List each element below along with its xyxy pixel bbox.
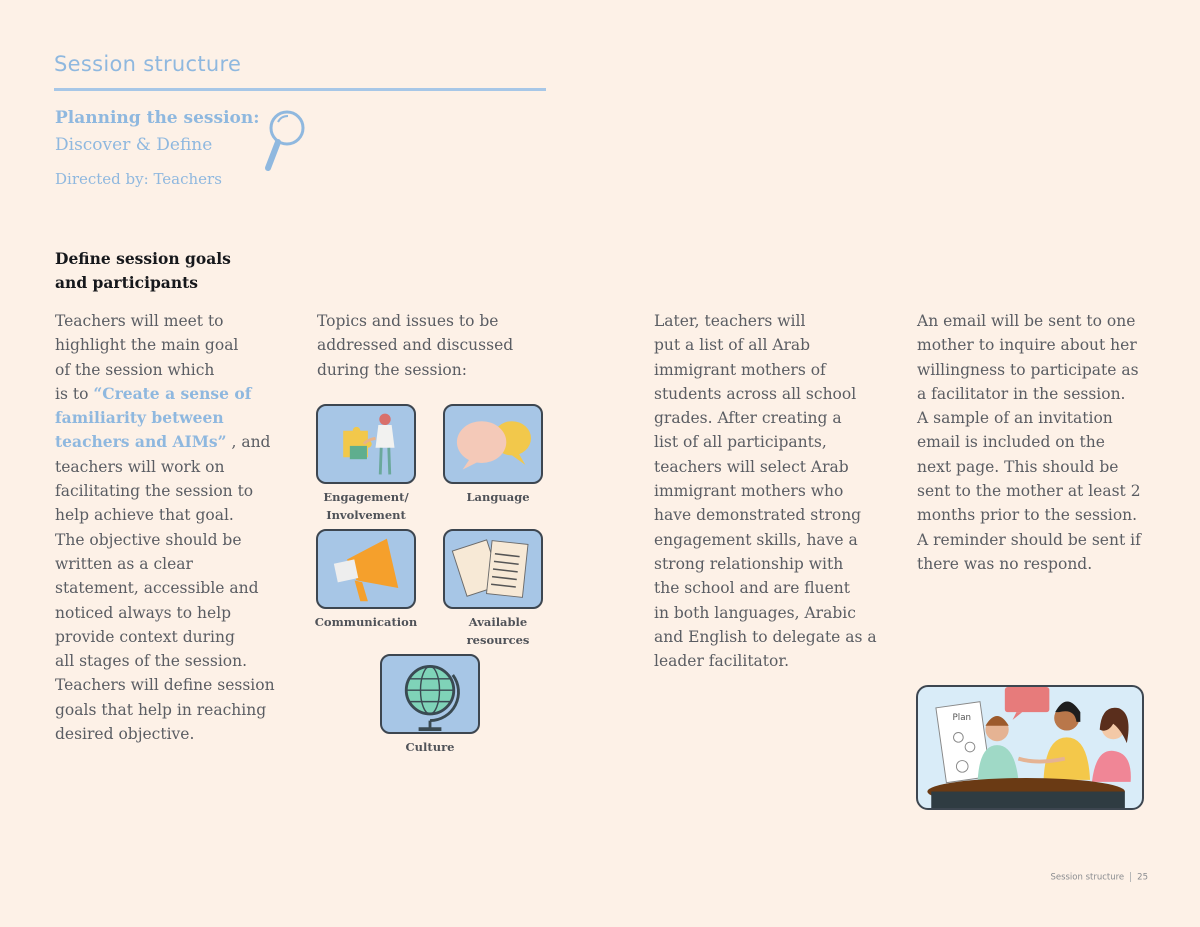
globe-icon	[380, 654, 480, 734]
magnifying-glass-icon	[262, 108, 308, 174]
section-heading: Define session goals and participants	[55, 249, 231, 292]
footer-section: Session structure	[1050, 872, 1125, 883]
page-footer	[1050, 872, 1148, 883]
goal-highlight: “Create a sense of familiarity between teachers and AIMs”	[55, 383, 252, 452]
page-number: 25	[1137, 872, 1148, 883]
plan-text: Plan	[952, 712, 972, 723]
goal-text-after: , and teachers will work on facilitating the session to help achieve that goal. The objective should be written as a clear statement, accessible and noticed always to help provide context during all stages of the session. Teachers will define session goals that help in reaching desired objective.	[55, 433, 275, 744]
topics-intro: Topics and issues to be addressed and discussed during the session:	[317, 312, 514, 379]
footer-divider	[1130, 872, 1131, 882]
speech-bubbles-icon	[443, 404, 543, 484]
planning-title: Planning the session:	[55, 108, 260, 128]
title-divider	[54, 88, 546, 91]
puzzle-person-icon	[316, 404, 416, 484]
women-meeting-illustration	[916, 685, 1144, 810]
megaphone-icon	[316, 529, 416, 609]
planning-subtitle: Discover & Define	[55, 135, 213, 155]
email-paragraph: An email will be sent to one mother to inquire about her willingness to participate as a facilitator in the session. A sample of an invitation email is included on the next page. This should be sent to the mother at least 2 months prior to the session. A reminder should be sent if there was no respond.	[917, 312, 1141, 573]
topic-label-communication: Communication	[314, 615, 418, 629]
directed-by: Directed by: Teachers	[55, 170, 222, 188]
goal-paragraph	[55, 309, 305, 746]
participants-paragraph: Later, teachers will put a list of all Arab immigrant mothers of students across all school grades. After creating a list of all participants, teachers will select Arab immigrant mothers who have demonstrated strong engagement skills, have a strong relationship with the school and are fluent in both languages, Arabic and English to delegate as a leader facilitator.	[654, 312, 877, 671]
goal-text-before: Teachers will meet to highlight the main goal of the session which is to	[55, 312, 239, 403]
topic-label-language: Language	[466, 490, 530, 504]
topic-label-culture: Culture	[405, 740, 455, 754]
topic-label-resources: Available resources	[466, 615, 530, 647]
section-title: Session structure	[54, 52, 242, 76]
documents-icon	[443, 529, 543, 609]
topic-label-engagement: Engagement/ Involvement	[323, 490, 409, 522]
